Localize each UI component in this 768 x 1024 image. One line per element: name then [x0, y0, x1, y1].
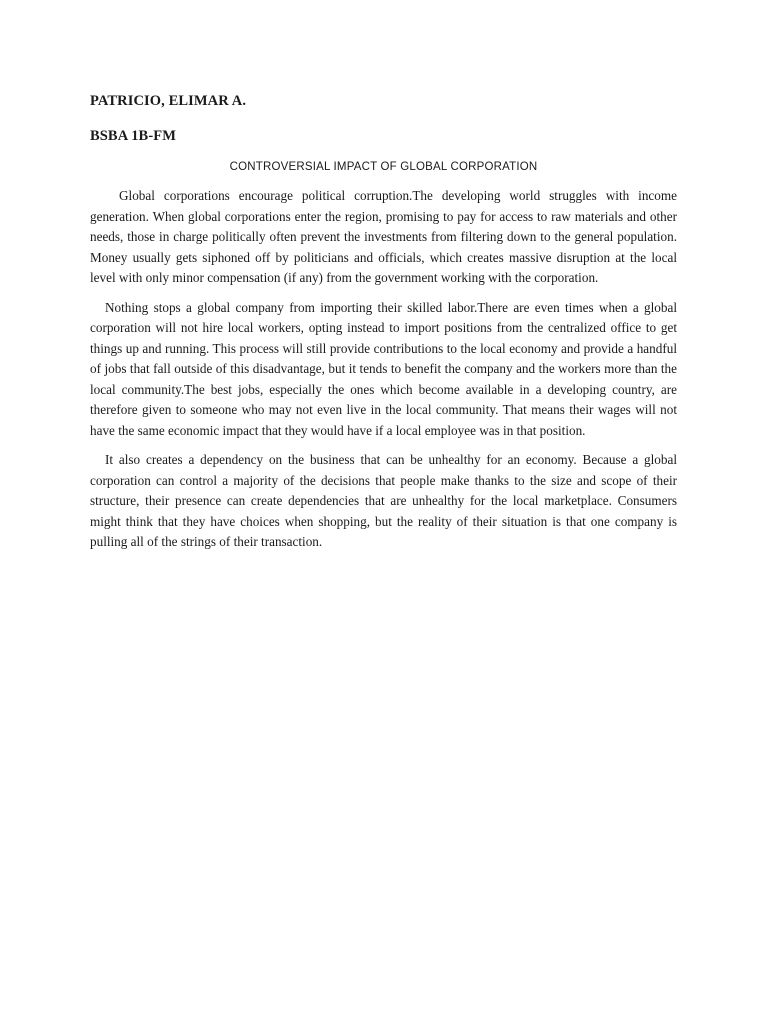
course-section: BSBA 1B-FM — [90, 128, 176, 144]
paragraph-3: It also creates a dependency on the business that can be unhealthy for an economy. Because a global corporation can control a majority of the decisions that people make thanks to the size and scope of their structure, their presence can create dependencies that are unhealthy for the local marketplace. Consumers might think that they have choices when shopping, but the reality of their situation is that one company is pulling all of the strings of their transaction. — [90, 452, 677, 549]
author-name: PATRICIO, ELIMAR A. — [90, 93, 247, 109]
document-body — [90, 92, 677, 553]
paragraph-2: Nothing stops a global company from importing their skilled labor.There are even times when a global corporation will not hire local workers, opting instead to import positions from the centralized office to get things up and running. This process will still provide contributions to the local economy and provide a handful of jobs that fall outside of this disadvantage, but it tends to benefit the company and the workers more than the local community.The best jobs, especially the ones which become available in a developing country, are therefore given to someone who may not even live in the local community. That means their wages will not have the same economic impact that they would have if a local employee was in that position. — [90, 299, 677, 438]
document-title: CONTROVERSIAL IMPACT OF GLOBAL CORPORATION — [229, 161, 538, 173]
paragraph-1: Global corporations encourage political corruption.The developing world struggles with income generation. When global corporations enter the region, promising to pay for access to raw materials and other needs, those in charge politically often prevent the investments from filtering down to the general population. Money usually gets siphoned off by politicians and officials, which creates massive disruption at the local level with only minor compensation (if any) from the government working with the corporation. — [90, 188, 677, 285]
